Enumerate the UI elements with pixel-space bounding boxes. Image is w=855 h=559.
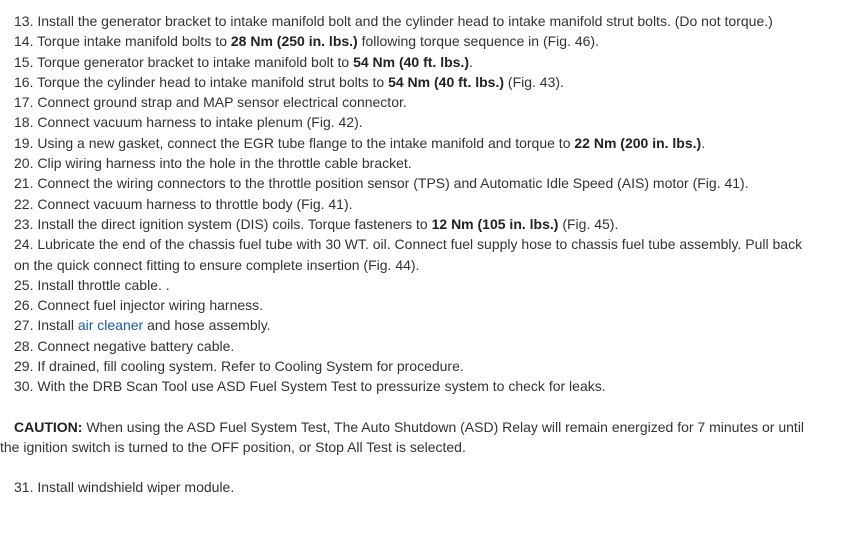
step-number: 14. — [14, 33, 34, 50]
step-number: 22. — [14, 195, 34, 212]
step-item — [14, 295, 814, 315]
torque-spec: 28 Nm (250 in. lbs.) — [230, 33, 358, 50]
step-number: 31. — [14, 479, 34, 496]
step-number: 15. — [14, 53, 34, 70]
step-item — [14, 356, 814, 376]
caution-text: When using the ASD Fuel System Test, The Auto Shutdown (ASD) Relay will remain energized for 7 minutes or until the ignition switch is turned to the OFF position, or Stop All Test is selected. — [0, 418, 805, 455]
step-number: 19. — [14, 134, 34, 151]
step-number: 18. — [14, 114, 34, 131]
step-item — [14, 31, 814, 51]
step-number: 27. — [14, 317, 34, 334]
spacer — [14, 457, 814, 477]
step-item — [14, 153, 814, 173]
step-text: Connect vacuum harness to throttle body (Fig. 41). — [37, 195, 353, 212]
torque-spec: 12 Nm (105 in. lbs.) — [431, 215, 559, 232]
final-steps-list — [14, 477, 814, 497]
step-text: Torque the cylinder head to intake manifold strut bolts to — [37, 73, 389, 90]
step-item — [14, 275, 814, 295]
step-item — [14, 477, 814, 497]
step-text: following torque sequence in (Fig. 46). — [357, 33, 599, 50]
step-text: Using a new gasket, connect the EGR tube flange to the intake manifold and torque to — [37, 134, 575, 151]
step-text: Connect fuel injector wiring harness. — [37, 297, 264, 314]
step-text: With the DRB Scan Tool use ASD Fuel System Test to pressurize system to check for leaks. — [37, 378, 606, 395]
step-number: 13. — [14, 13, 34, 29]
step-text: Install — [37, 317, 78, 334]
step-text: Install windshield wiper module. — [37, 479, 235, 496]
step-text: Connect ground strap and MAP sensor electrical connector. — [37, 94, 407, 111]
torque-spec: 22 Nm (200 in. lbs.) — [574, 134, 702, 151]
step-text: Connect vacuum harness to intake plenum (Fig. 42). — [37, 114, 363, 131]
steps-list — [14, 11, 814, 397]
step-number: 21. — [14, 175, 34, 192]
step-number: 16. — [14, 73, 34, 90]
step-item — [14, 214, 814, 234]
procedure-content — [0, 11, 814, 498]
step-text: Clip wiring harness into the hole in the throttle cable bracket. — [37, 155, 412, 172]
step-number: 23. — [14, 215, 34, 232]
step-number: 29. — [14, 358, 34, 375]
step-number: 26. — [14, 297, 34, 314]
step-text: Connect the wiring connectors to the throttle position sensor (TPS) and Automatic Idle Speed (AIS) motor (Fig. 41). — [37, 175, 749, 192]
step-item — [14, 194, 814, 214]
step-text: (Fig. 45). — [558, 215, 619, 232]
step-number: 28. — [14, 337, 34, 354]
step-number: 25. — [14, 276, 34, 293]
torque-spec: 54 Nm (40 ft. lbs.) — [388, 73, 505, 90]
step-text: and hose assembly. — [143, 317, 271, 334]
step-item — [14, 315, 814, 335]
step-item — [14, 336, 814, 356]
step-number: 30. — [14, 378, 34, 395]
step-text: . — [701, 134, 706, 151]
step-item — [14, 112, 814, 132]
step-number: 20. — [14, 155, 34, 172]
step-item — [14, 92, 814, 112]
spacer — [14, 397, 814, 417]
step-number: 24. — [14, 236, 34, 253]
torque-spec: 54 Nm (40 ft. lbs.) — [353, 53, 469, 70]
step-text: . — [469, 53, 473, 70]
step-text: Connect negative battery cable. — [37, 337, 235, 354]
step-text: Install the direct ignition system (DIS) coils. Torque fasteners to — [37, 215, 432, 232]
step-item — [14, 234, 814, 275]
step-item — [14, 173, 814, 193]
step-number: 17. — [14, 94, 34, 111]
step-text: (Fig. 43). — [504, 73, 564, 90]
step-text: Torque intake manifold bolts to — [37, 33, 231, 50]
caution-note — [0, 417, 814, 458]
step-item — [14, 11, 814, 31]
step-text: If drained, fill cooling system. Refer to Cooling System for procedure. — [37, 358, 464, 375]
step-item — [14, 133, 814, 153]
step-text: Torque generator bracket to intake manifold bolt to — [37, 53, 354, 70]
step-item — [14, 376, 814, 396]
caution-label: CAUTION: — [14, 418, 83, 435]
step-item — [14, 72, 814, 92]
air-cleaner-link[interactable]: air cleaner — [77, 317, 144, 334]
step-text: Lubricate the end of the chassis fuel tube with 30 WT. oil. Connect fuel supply hose to chassis fuel tube assembly. Pull back on the quick connect fitting to ensure complete insertion (Fig. 44). — [14, 236, 803, 273]
step-item — [14, 52, 814, 72]
step-text: Install throttle cable. . — [37, 276, 170, 293]
step-text: Install the generator bracket to intake manifold bolt and the cylinder head to intake manifold strut bolts. (Do not torque.) — [37, 13, 773, 29]
